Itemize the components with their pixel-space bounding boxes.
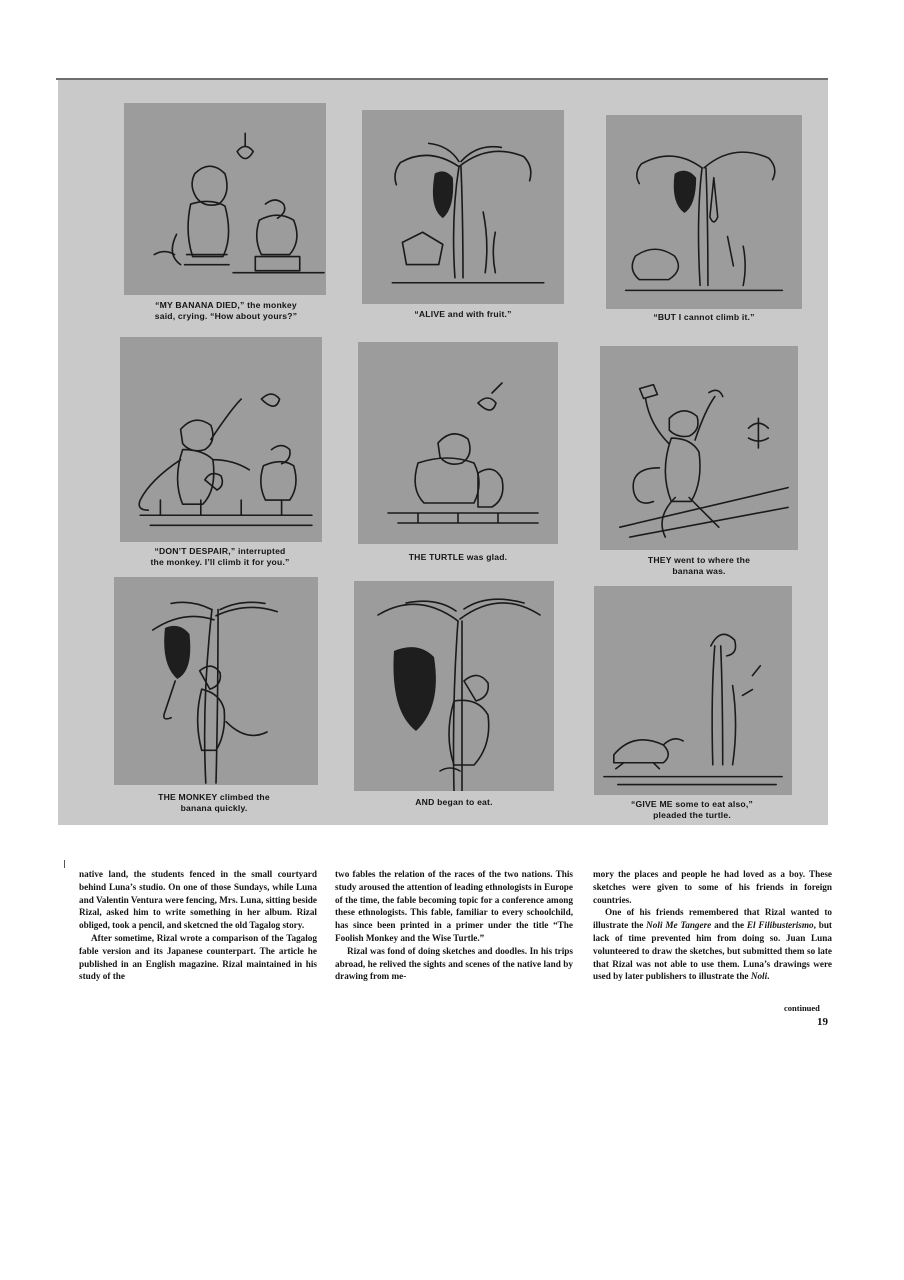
- panel-1-illustration: [124, 103, 326, 295]
- article-column-1: [79, 868, 317, 983]
- panel-2-illustration: [362, 110, 564, 304]
- panel-5-illustration: [358, 342, 558, 544]
- panel-9-caption: “GIVE ME some to eat also,” pleaded the turtle.: [631, 799, 753, 820]
- panel-5-caption: THE TURTLE was glad.: [408, 552, 508, 562]
- panel-6-caption: THEY went to where the banana was.: [647, 555, 751, 576]
- panel-9-illustration: [594, 586, 792, 795]
- article-column-3: [593, 868, 832, 983]
- banana-tree-turtle-drawing: [606, 115, 802, 309]
- panel-8-caption: AND began to eat.: [415, 797, 493, 807]
- page-number: 19: [817, 1016, 828, 1028]
- panel-6-illustration: [600, 346, 798, 550]
- col3-paragraph-1: mory the places and people he had loved as a boy. These sketches were given to some of his friends in foreign countries.: [593, 869, 832, 905]
- col1-paragraph-2: After sometime, Rizal wrote a comparison of the Tagalog fable version and its Japanese counterpart. The article he published in an English magazine. Rizal maintained in his study of the: [79, 932, 317, 982]
- turtle-pleading-drawing: [594, 586, 792, 795]
- panel-7-illustration: [114, 577, 318, 785]
- monkey-dancing-drawing: [600, 346, 798, 550]
- panel-1-caption: “MY BANANA DIED,” the monkey said, crying. “How about yours?”: [154, 300, 298, 321]
- col2-paragraph-1: two fables the relation of the races of the two nations. This study aroused the attention of leading ethnologists in Europe of the time, the fable becoming topic for a conference among these ethnologists. This fable, familiar to every schoolchild, has since been printed in a primer under the title “The Foolish Monkey and the Wise Turtle.”: [335, 869, 573, 943]
- article-column-2: [335, 868, 573, 983]
- panel-2-caption: “ALIVE and with fruit.”: [414, 309, 512, 319]
- title-noli: Noli: [750, 971, 768, 982]
- banana-tree-drawing: [362, 110, 564, 304]
- title-noli-me-tangere: Noli Me Tangere: [646, 920, 712, 931]
- title-el-filibusterismo: El Filibusterismo: [746, 920, 814, 931]
- col1-paragraph-1: native land, the students fenced in the small courtyard behind Luna’s studio. On one of those Sundays, while Luna and Valentin Ventura were fencing, Mrs. Luna, sitting beside Rizal, asked him to write something in her album. Rizal obliged, took a pencil, and sketcned the old Tagalog story.: [79, 869, 317, 931]
- monkey-gesturing-drawing: [120, 337, 322, 542]
- monkey-and-turtle-embrace-drawing: [358, 342, 558, 544]
- panel-3-caption: “BUT I cannot climb it.”: [653, 312, 755, 322]
- col2-paragraph-2: Rizal was fond of doing sketches and doodles. In his trips abroad, he relived the sights and scenes of the native land by drawing from me-: [335, 945, 573, 982]
- panel-4-caption: “DON’T DESPAIR,” interrupted the monkey. I’ll climb it for you.”: [150, 546, 290, 567]
- panel-3-illustration: [606, 115, 802, 309]
- panel-8-illustration: [354, 581, 554, 791]
- margin-mark: [64, 860, 65, 868]
- col3-paragraph-2: One of his friends remembered that Rizal wanted to illustrate the Noli Me Tangere and the El Filibusterismo, but lack of time prevented him from doing so. Juan Luna volunteered to draw the sketches, but submitted them so late that Rizal was not able to use them. Luna’s drawings were used by later publishers to illustrate the Noli.: [593, 907, 832, 982]
- continued-label: continued: [784, 1003, 820, 1013]
- monkey-and-turtle-drawing: [124, 103, 326, 295]
- monkey-eating-drawing: [354, 581, 554, 791]
- panel-4-illustration: [120, 337, 322, 542]
- panel-7-caption: THE MONKEY climbed the banana quickly.: [158, 792, 270, 813]
- monkey-climbing-drawing: [114, 577, 318, 785]
